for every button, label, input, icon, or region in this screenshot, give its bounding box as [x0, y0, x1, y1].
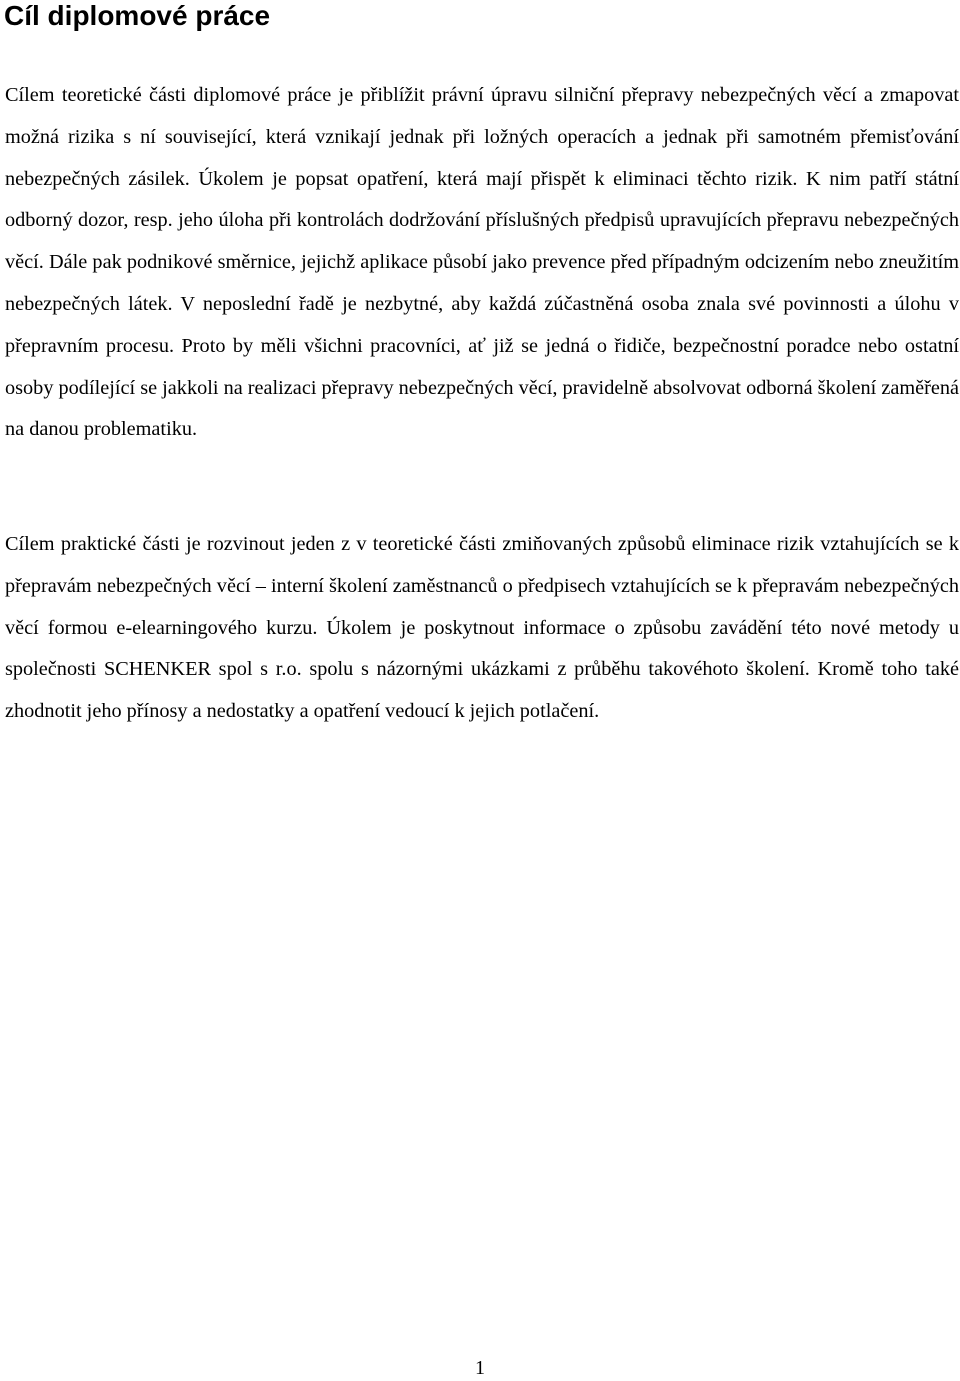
paragraph-theoretical-goal: Cílem teoretické části diplomové práce je přiblížit právní úpravu silniční přepravy nebezpečných věcí a zmapovat možná rizika s ní související, která vznikají jednak při ložných operacích a jednak při samotném přemisťování nebezpečných zásilek. Úkolem je popsat opatření, která mají přispět k eliminaci těchto rizik. K nim patří státní odborný dozor, resp. jeho úloha při kontrolách dodržování příslušných předpisů upravujících přepravu nebezpečných věcí. Dále pak podnikové směrnice, jejichž aplikace působí jako prevence před případným odcizením nebo zneužitím nebezpečných látek. V neposlední řadě je nezbytné, aby každá zúčastněná osoba znala své povinnosti a úlohu v přepravním procesu. Proto by měli všichni pracovníci, ať již se jedná o řidiče, bezpečnostní poradce nebo ostatní osoby podílející se jakkoli na realizaci přepravy nebezpečných věcí, pravidelně absolvovat odborná školení zaměřená na danou problematiku. — [5, 84, 959, 441]
page-number: 1 — [475, 1357, 485, 1379]
paragraph-practical-goal: Cílem praktické části je rozvinout jeden z v teoretické části zmiňovaných způsobů eliminace rizik vztahujících se k přepravám nebezpečných věcí – interní školení zaměstnanců o předpisech vztahujících se k přepravám nebezpečných věcí formou e-elearningového kurzu. Úkolem je poskytnout informace o způsobu zavádění této nové metody u společnosti SCHENKER spol s r.o. spolu s názornými ukázkami z průběhu takovéhoto školení. Kromě toho také zhodnotit jeho přínosy a nedostatky a opatření vedoucí k jejich potlačení. — [5, 533, 959, 723]
page-title: Cíl diplomové práce — [4, 0, 271, 31]
